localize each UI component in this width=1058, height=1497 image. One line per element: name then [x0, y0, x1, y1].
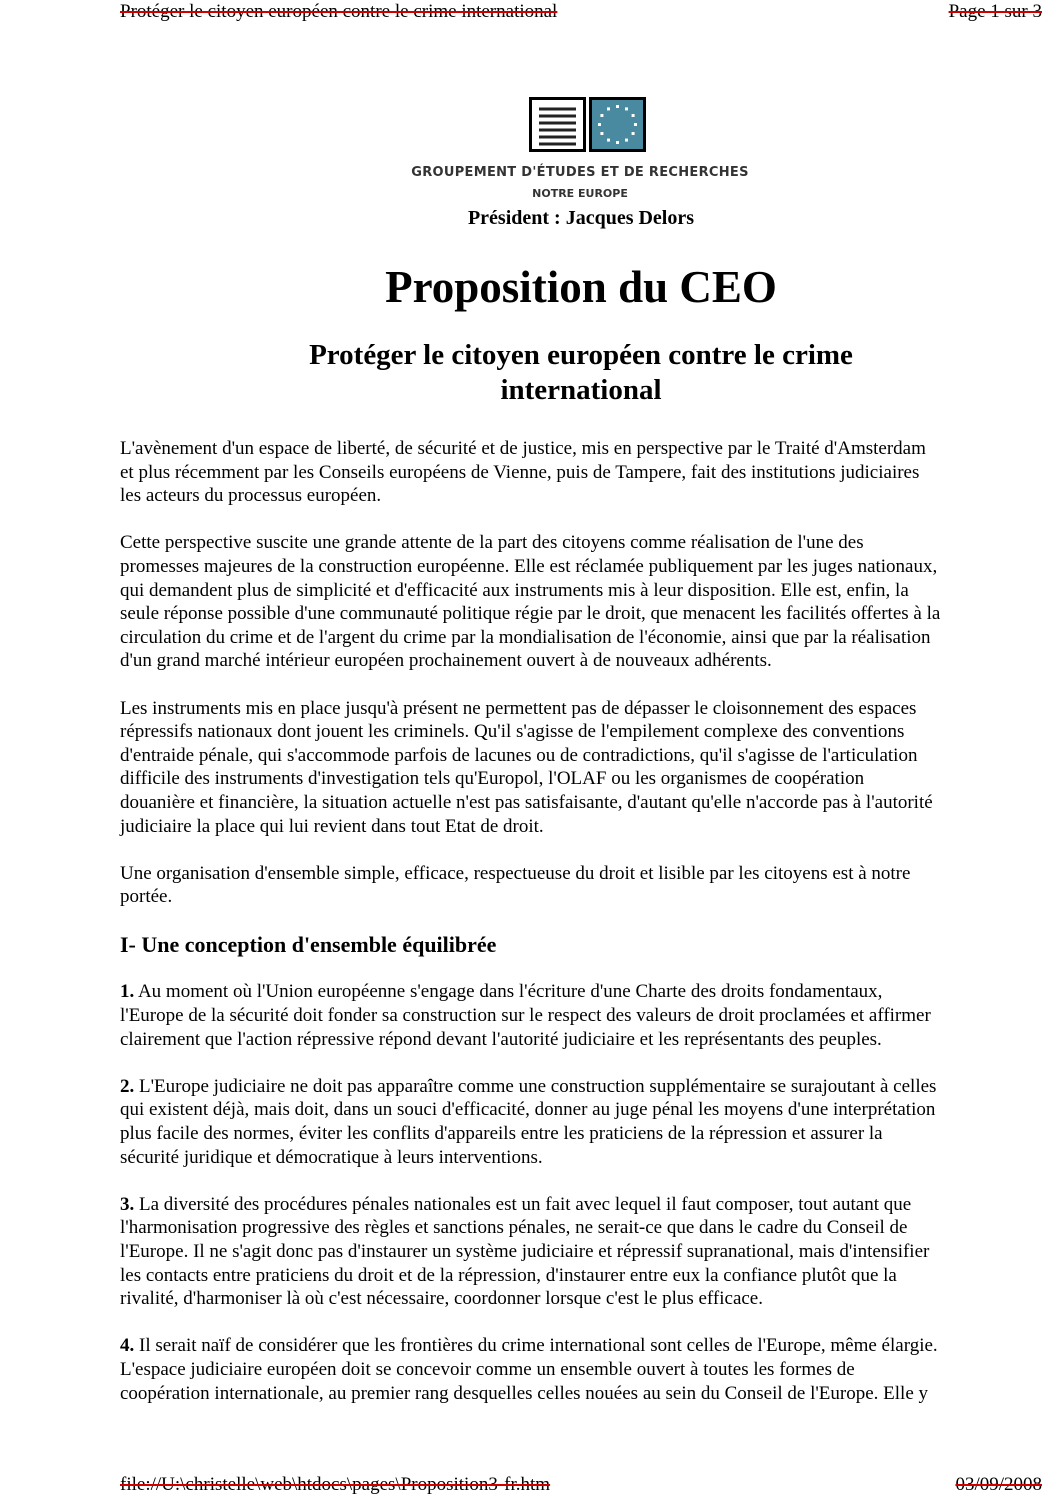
- paragraph-line: circulation du crime et de l'argent du crime par la mondialisation de l'économie, ainsi que par la réalisation: [120, 626, 931, 648]
- paragraph-line: seule réponse possible d'une communauté politique régie par le droit, que menacent les facilités offertes à la: [120, 603, 941, 625]
- paragraph-line: qui existent déjà, mais doit, dans un souci d'efficacité, donner au juge pénal les moyens d'une interprétation: [120, 1099, 936, 1121]
- eu-star-icon: [616, 141, 619, 144]
- eu-star-icon: [600, 132, 603, 135]
- eu-star-icon: [598, 123, 601, 126]
- paragraph-line: coopération internationale, au premier rang desquelles celles nouées au sein du Conseil de l'Europe. Elle y: [120, 1382, 929, 1404]
- paragraph-line: plus facile des normes, éviter les conflits d'appareils entre les praticiens de la répression et assurer la: [120, 1123, 883, 1145]
- paragraph-line: [120, 1193, 1050, 1217]
- paragraph-line: sécurité juridique et démocratique à leurs interventions.: [120, 1146, 543, 1168]
- paragraph-line: les acteurs du processus européen.: [120, 485, 382, 507]
- eu-star-icon: [607, 139, 610, 142]
- document-body: [120, 437, 1050, 1429]
- paragraph-line: répressifs nationaux dont jouent les criminels. Qu'il s'agisse de l'empilement complexe des conventions: [120, 721, 905, 743]
- paragraph: [120, 531, 1050, 673]
- paragraph-line: qui demandent plus de simplicité et d'efficacité aux instruments mis à leur disposition. Elle est, enfin, la: [120, 579, 909, 601]
- paragraph-text: Il serait naïf de considérer que les frontières du crime international sont celles de l'Europe, même élargie.: [134, 1335, 938, 1357]
- paragraph-line: [120, 980, 1050, 1004]
- paragraph: [120, 1075, 1050, 1169]
- eu-star-icon: [607, 107, 610, 110]
- page-number: Page 1 sur 3: [948, 1, 1042, 22]
- paragraph-line: l'harmonisation progressive des règles et sanctions pénales, ne serait-ce que dans le cadre du Conseil de: [120, 1217, 908, 1239]
- eu-star-icon: [616, 105, 619, 108]
- org-name: GROUPEMENT D'ÉTUDES ET DE RECHERCHES: [411, 165, 749, 180]
- paragraph-line: et plus récemment par les Conseils européens de Vienne, puis de Tampere, fait des institutions judiciaires: [120, 461, 920, 483]
- paragraph-line: portée.: [120, 886, 173, 908]
- paragraph-line: Les instruments mis en place jusqu'à présent ne permettent pas de dépasser le cloisonnement des espaces: [120, 697, 917, 719]
- paragraph-number: 1.: [120, 981, 135, 1003]
- paragraph-line: promesses majeures de la construction européenne. Elle est réclamée publiquement par les juges nationaux,: [120, 555, 938, 577]
- paragraph-line: rivalité, d'harmoniser là où c'est nécessaire, coordonner lorsque c'est le plus efficace.: [120, 1288, 763, 1310]
- paragraph-line: d'entraide pénale, qui s'accommode parfois de lacunes ou de contradictions, qu'il s'agisse de l'articulation: [120, 744, 918, 766]
- subtitle-line: Protéger le citoyen européen contre le crime: [309, 339, 853, 371]
- paragraph-line: Cette perspective suscite une grande attente de la part des citoyens comme réalisation de l'une des: [120, 532, 864, 554]
- paragraph-line: Une organisation d'ensemble simple, efficace, respectueuse du droit et lisible par les citoyens est à notre: [120, 862, 911, 884]
- paragraph-line: les contacts entre praticiens du droit et de la répression, d'instaurer entre eux la confiance plutôt que la: [120, 1264, 897, 1286]
- paragraph: [120, 437, 1050, 508]
- page-title: Proposition du CEO: [385, 262, 777, 312]
- paragraph-line: clairement que l'action répressive répond devant l'autorité judiciaire et les représentants des peuples.: [120, 1028, 882, 1050]
- paragraph-line: [120, 1334, 1050, 1358]
- paragraph: [120, 697, 1050, 839]
- paragraph-text: Au moment où l'Union européenne s'engage dans l'écriture d'une Charte des droits fondamentaux,: [134, 981, 883, 1003]
- paragraph-line: l'Europe de la sécurité doit fonder sa construction sur le respect des valeurs de droit proclamées et affirmer: [120, 1005, 931, 1027]
- notre-europe-logo: [529, 97, 647, 153]
- footer-date: 03/09/2008: [955, 1474, 1042, 1495]
- footer-path: file://U:\christelle\web\htdocs\pages\Proposition3-fr.htm: [120, 1474, 551, 1495]
- paragraph-line: L'espace judiciaire européen doit se concevoir comme un ensemble ouvert à toutes les formes de: [120, 1358, 855, 1380]
- eu-star-icon: [632, 132, 635, 135]
- paragraph-number: 3.: [120, 1193, 135, 1215]
- paragraph-text: La diversité des procédures pénales nationales est un fait avec lequel il faut composer, tout autant que: [134, 1193, 912, 1215]
- paragraph-number: 4.: [120, 1335, 135, 1357]
- header-title: Protéger le citoyen européen contre le crime international: [120, 1, 558, 22]
- eu-star-icon: [632, 114, 635, 117]
- paragraph-line: l'Europe. Il ne s'agit donc pas d'instaurer un système judiciaire et répressif supranational, mais d'intensifier: [120, 1241, 930, 1262]
- president-line: Président : Jacques Delors: [467, 207, 695, 229]
- section-heading: I- Une conception d'ensemble équilibrée: [120, 932, 497, 958]
- paragraph-text: L'Europe judiciaire ne doit pas apparaître comme une construction supplémentaire se surajoutant à celles: [134, 1075, 937, 1097]
- paragraph: [120, 1193, 1050, 1311]
- paragraph-line: difficile des instruments d'investigation tels qu'Europol, l'OLAF ou les organismes de coopération: [120, 768, 865, 790]
- paragraph-number: 2.: [120, 1075, 135, 1097]
- eu-star-icon: [600, 114, 603, 117]
- page-subtitle: [0, 338, 1058, 408]
- paragraph-line: judiciaire la place qui lui revient dans tout Etat de droit.: [120, 815, 544, 837]
- paragraph: [120, 980, 1050, 1051]
- org-subname: NOTRE EUROPE: [532, 187, 628, 200]
- eu-star-icon: [625, 139, 628, 142]
- paragraph-line: L'avènement d'un espace de liberté, de sécurité et de justice, mis en perspective par le Traité d'Amsterdam: [120, 438, 926, 459]
- paragraph: [120, 1334, 1050, 1405]
- paragraph-line: [120, 1075, 1050, 1099]
- paragraph: [120, 862, 1050, 909]
- paragraph-line: d'un grand marché intérieur européen prochainement ouvert à de nouveaux adhérents.: [120, 650, 772, 672]
- eu-star-icon: [625, 107, 628, 110]
- paragraph-line: douanière et financière, la situation actuelle n'est pas satisfaisante, d'autant qu'elle n'accorde pas à l'autorité: [120, 791, 933, 813]
- subtitle-line: international: [500, 374, 662, 406]
- eu-star-icon: [634, 123, 637, 126]
